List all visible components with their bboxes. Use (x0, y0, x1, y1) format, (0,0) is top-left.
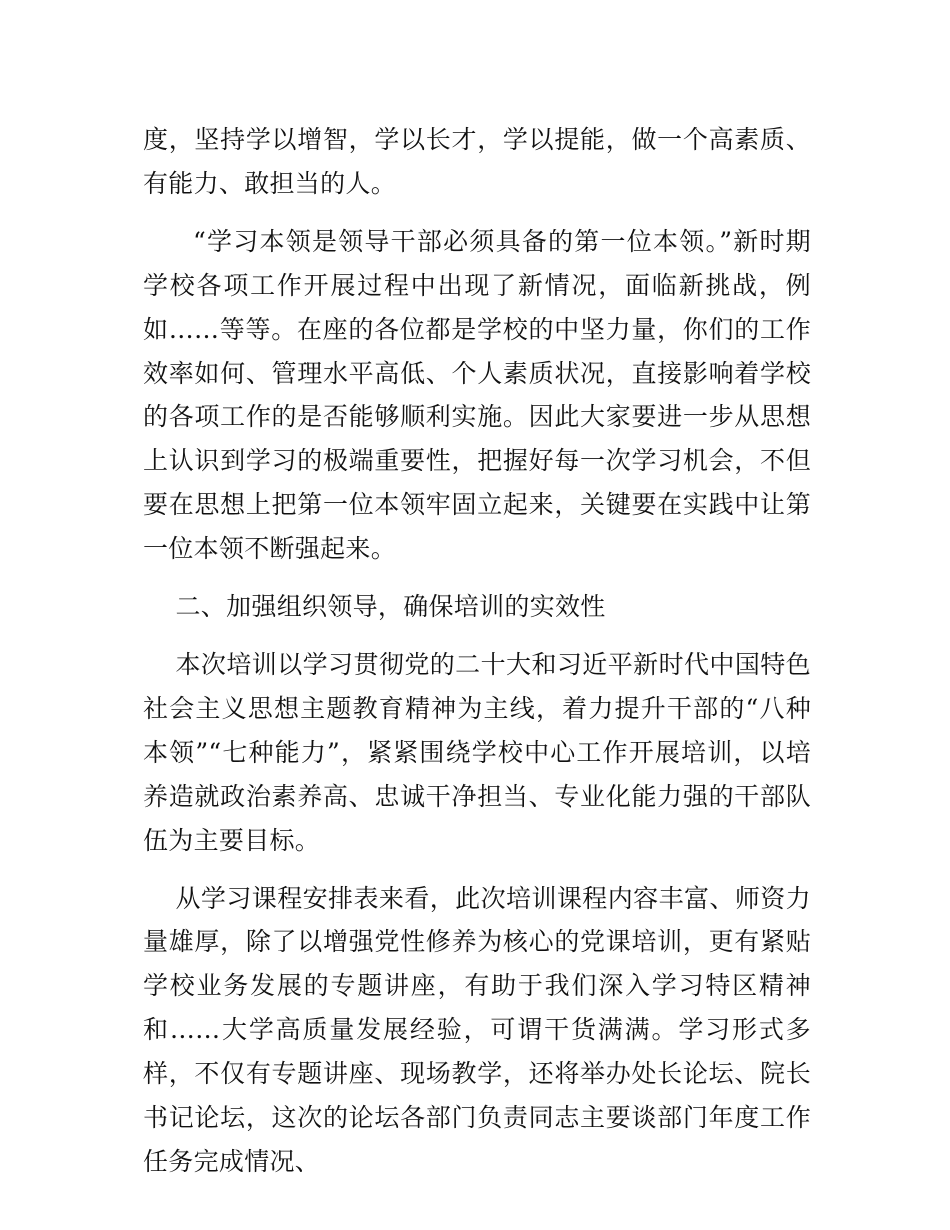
paragraph-continuation: 度，坚持学以增智，学以长才，学以提能，做一个高素质、有能力、敢担当的人。 (143, 125, 811, 198)
paragraph-training-goal: 本次培训以学习贯彻党的二十大和习近平新时代中国特色社会主义思想主题教育精神为主线，着力提升干部的“八种本领”“七种能力”，紧紧围绕学校中心工作开展培训，以培养造就政治素养高、忠诚干净担当、专业化能力强的干部队伍为主要目标。 (143, 649, 811, 855)
document-page (143, 118, 811, 1184)
paragraph-course-arrangement: 从学习课程安排表来看，此次培训课程内容丰富、师资力量雄厚，除了以增强党性修养为核心的党课培训，更有紧贴学校业务发展的专题讲座，有助于我们深入学习特区精神和……大学高质量发展经验，可谓干货满满。学习形式多样，不仅有专题讲座、现场教学，还将举办处长论坛、院长书记论坛，这次的论坛各部门负责同志主要谈部门年度工作任务完成情况、 (143, 883, 811, 1176)
section-heading-organization: 二、加强组织领导，确保培训的实效性 (175, 592, 606, 622)
paragraph-learning-ability: “学习本领是领导干部必须具备的第一位本领。”新时期学校各项工作开展过程中出现了新情况，面临新挑战，例如……等等。在座的各位都是学校的中坚力量，你们的工作效率如何、管理水平高低、个人素质状况，直接影响着学校的各项工作的是否能够顺利实施。因此大家要进一步从思想上认识到学习的极端重要性，把握好每一次学习机会，不但要在思想上把第一位本领牢固立起来，关键要在实践中让第一位本领不断强起来。 (143, 226, 811, 564)
